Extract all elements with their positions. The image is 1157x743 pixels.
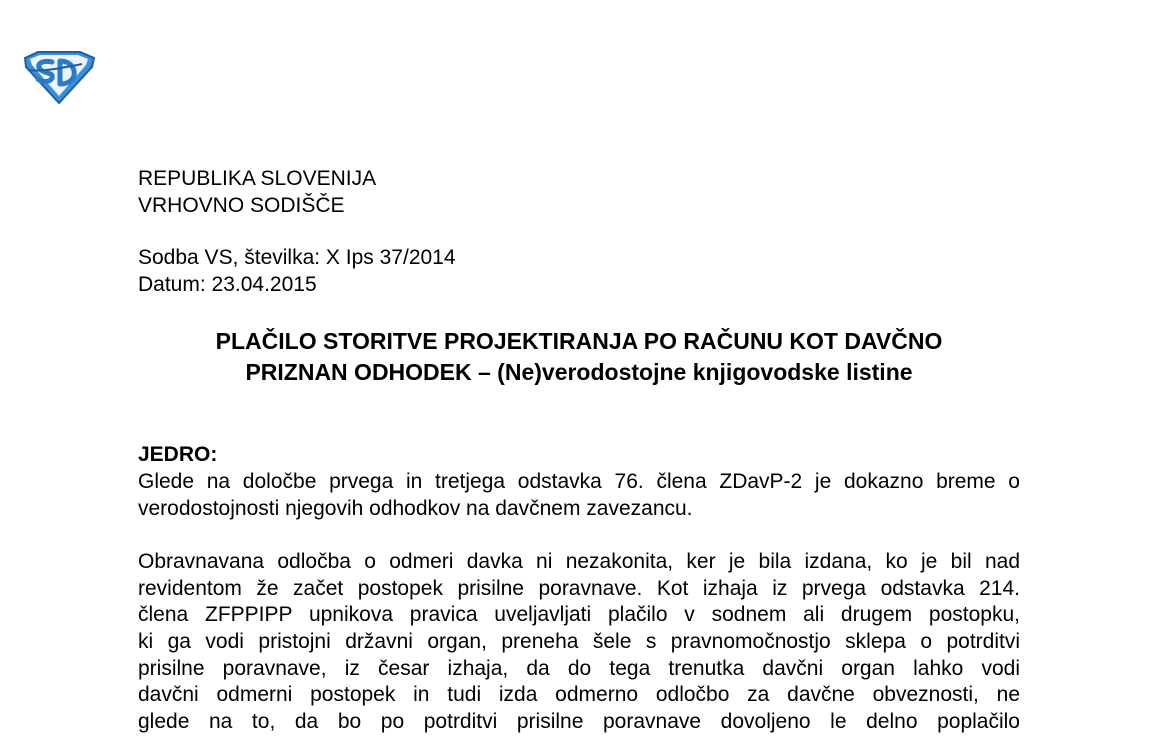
paragraph-line: revidentom že začet postopek prisilne poravnave. Kot izhaja iz prvega odstavka 214. — [138, 576, 1020, 600]
paragraph-line: glede na to, da bo po potrditvi prisilne poravnave dovoljeno le delno poplačilo — [138, 710, 1020, 734]
jedro-heading: JEDRO: — [138, 443, 218, 466]
paragraph-line: člena ZFPPIPP upnikova pravica uveljavljati plačilo v sodnem ali drugem postopku, — [138, 603, 1020, 627]
jedro-paragraph-2 — [138, 549, 1020, 736]
title-line-1: PLAČILO STORITVE PROJEKTIRANJA PO RAČUNU KOT DAVČNO — [215, 328, 943, 354]
title-line-2: PRIZNAN ODHODEK – (Ne)verodostojne knjigovodske listine — [245, 359, 913, 385]
paragraph-line: verodostojnosti njegovih odhodkov na davčnem zavezancu. — [138, 496, 693, 520]
document-title — [138, 326, 1020, 388]
paragraph-line: Obravnavana odločba o odmeri davka ni nezakonita, ker je bila izdana, ko je bil nad — [138, 550, 1020, 573]
court-logo — [22, 50, 96, 104]
jedro-paragraph-1 — [138, 469, 1020, 522]
paragraph-line: prisilne poravnave, iz česar izhaja, da do tega trenutka davčni organ lahko vodi — [138, 656, 1020, 680]
case-number: Sodba VS, številka: X Ips 37/2014 — [138, 246, 456, 269]
judgment-date: Datum: 23.04.2015 — [138, 273, 317, 296]
paragraph-line: davčni odmerni postopek in tudi izda odmerno odločbo za davčne obveznosti, ne — [138, 683, 1020, 707]
paragraph-line: ki ga vodi pristojni državni organ, preneha šele s pravnomočnostjo sklepa o potrditvi — [138, 630, 1020, 654]
paragraph-line: Glede na določbe prvega in tretjega odstavka 76. člena ZDavP-2 je dokazno breme o — [138, 470, 1020, 493]
header-republic: REPUBLIKA SLOVENIJA — [138, 167, 377, 190]
header-court: VRHOVNO SODIŠČE — [138, 194, 345, 217]
